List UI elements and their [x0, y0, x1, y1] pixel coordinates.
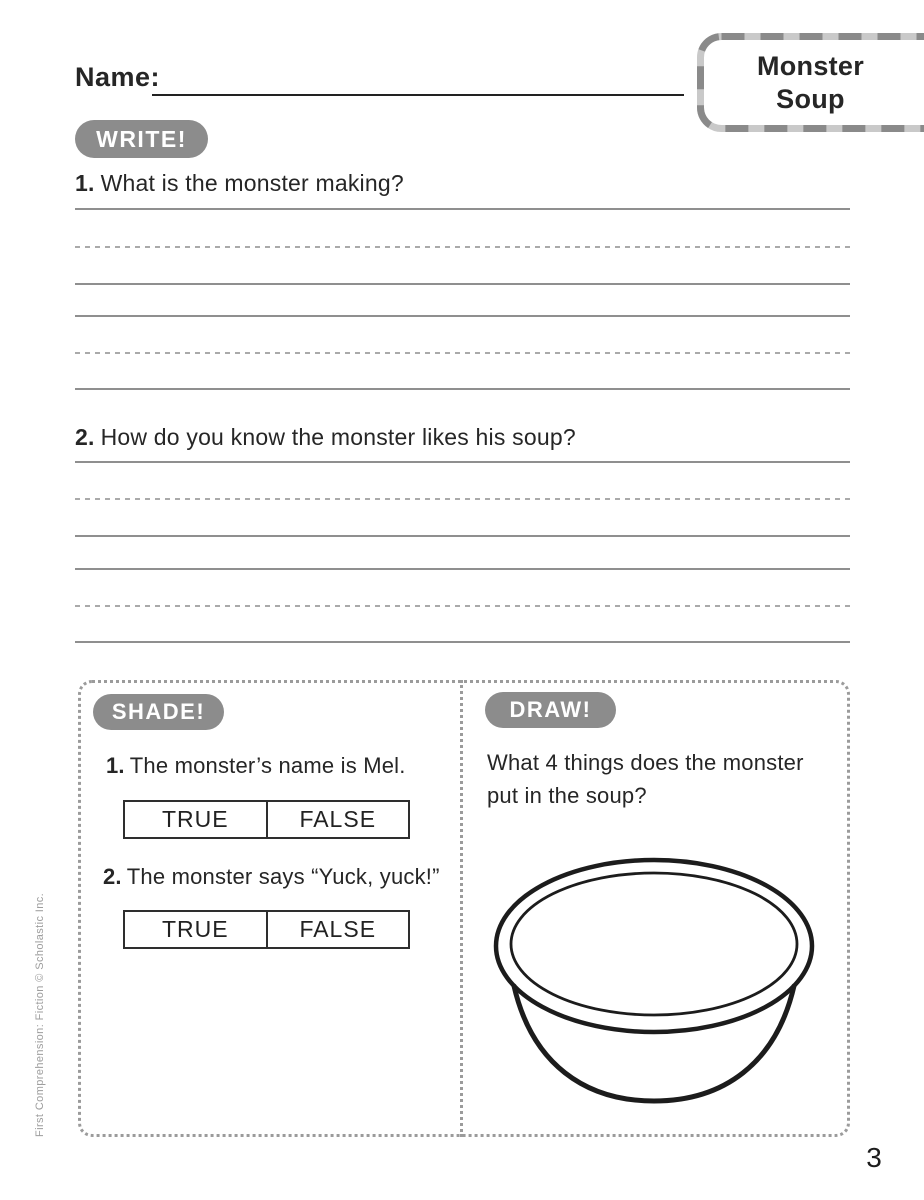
- name-blank-line[interactable]: [152, 94, 684, 96]
- writing-line-dashed[interactable]: [75, 498, 850, 500]
- true-option-q2[interactable]: TRUE: [161, 916, 229, 942]
- writing-line-solid[interactable]: [75, 315, 850, 317]
- writing-line-dashed[interactable]: [75, 352, 850, 354]
- question-text: How do you know the monster likes his soup?: [100, 424, 576, 450]
- write-question-1: [75, 170, 404, 197]
- true-false-table-1: [123, 800, 410, 839]
- writing-line-solid[interactable]: [75, 388, 850, 390]
- question-text: What is the monster making?: [100, 170, 404, 196]
- write-section-badge: WRITE!: [75, 120, 208, 158]
- writing-line-solid[interactable]: [75, 535, 850, 537]
- shade-question-2: [103, 864, 440, 890]
- column-divider: [460, 680, 463, 1137]
- writing-line-dashed[interactable]: [75, 246, 850, 248]
- title-line-1: Monster: [756, 51, 865, 82]
- true-false-table-2: [123, 910, 410, 949]
- draw-area[interactable]: [490, 854, 818, 1112]
- writing-line-solid[interactable]: [75, 641, 850, 643]
- question-text: The monster’s name is Mel.: [129, 753, 406, 778]
- false-option-q2[interactable]: FALSE: [266, 912, 409, 947]
- writing-line-solid[interactable]: [75, 208, 850, 210]
- true-option-q1[interactable]: TRUE: [161, 806, 229, 832]
- shade-question-1: [106, 753, 406, 779]
- bowl-rim-inner: [511, 873, 797, 1015]
- title-line-2: Soup: [776, 83, 845, 114]
- write-question-2: [75, 424, 576, 451]
- question-text: The monster says “Yuck, yuck!”: [126, 864, 440, 889]
- writing-line-solid[interactable]: [75, 283, 850, 285]
- writing-line-dashed[interactable]: [75, 605, 850, 607]
- title-badge: [697, 33, 924, 132]
- copyright-side-text: First Comprehension: Fiction © Scholastic Inc.: [34, 892, 46, 1137]
- bowl-rim-outer: [496, 860, 812, 1032]
- writing-line-solid[interactable]: [75, 461, 850, 463]
- name-label: Name:: [75, 62, 161, 92]
- page-number: 3: [866, 1142, 882, 1173]
- question-number: 2.: [103, 864, 122, 889]
- question-number: 1.: [75, 170, 95, 196]
- writing-line-solid[interactable]: [75, 568, 850, 570]
- question-number: 2.: [75, 424, 95, 450]
- shade-section-badge: SHADE!: [93, 694, 224, 730]
- false-option-q1[interactable]: FALSE: [266, 802, 409, 837]
- shade-draw-panel: [78, 680, 850, 1137]
- draw-prompt: What 4 things does the monster put in the soup?: [487, 750, 804, 808]
- worksheet-title: [697, 33, 924, 132]
- soup-bowl-illustration: [490, 854, 818, 1109]
- draw-section-badge: DRAW!: [485, 692, 616, 728]
- question-number: 1.: [106, 753, 125, 778]
- bowl-body: [514, 986, 794, 1101]
